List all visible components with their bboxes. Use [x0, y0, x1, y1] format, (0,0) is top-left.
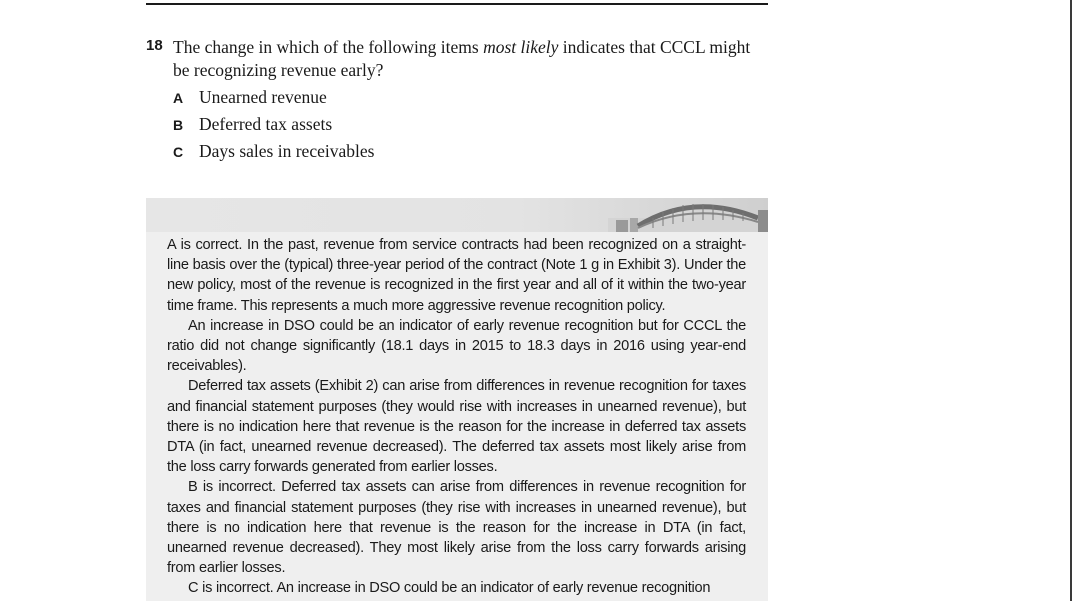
answer-paragraph: B is incorrect. Deferred tax assets can arise from differences in revenue recognition for taxes and financial statement purposes (they rise with increases in unearned revenue), but there is no indication here that revenue is the reason for the increase in DTA (in fact, unearned revenue decreased). They most likely arise from the loss carry forwards arising from earlier losses. [167, 479, 746, 577]
question-block [146, 36, 768, 167]
answer-paragraph: An increase in DSO could be an indicator of early revenue recognition but for CCCL the ratio did not change significantly (18.1 days in 2015 to 18.3 days in 2016 using year-end receivables). [167, 317, 746, 375]
top-rule [146, 3, 768, 5]
question-text [173, 36, 753, 82]
question-text-after: indicates that CCCL might be recognizing revenue early? [173, 37, 751, 80]
answer-paragraph: A is correct. In the past, revenue from service contracts had been recognized on a straight-line basis over the (typical) three-year period of the contract (Note 1 g in Exhibit 3). Under the new policy, most of the revenue is recognized in the first year and all of it within the two-year time frame. This represents a much more aggressive revenue recognition policy. [167, 237, 746, 314]
answer-paragraph: C is incorrect. An increase in DSO could be an indicator of early revenue recognition [188, 580, 711, 597]
answer-explanation [167, 235, 746, 599]
option-a[interactable] [173, 86, 768, 113]
option-c[interactable] [173, 140, 768, 167]
harbour-bridge-image [608, 198, 768, 232]
question-text-before: The change in which of the following items [173, 37, 484, 57]
option-text: Deferred tax assets [199, 114, 333, 134]
option-letter: C [173, 144, 184, 160]
option-letter: B [173, 117, 184, 133]
answer-paragraph: Deferred tax assets (Exhibit 2) can arise from differences in revenue recognition for taxes and financial statement purposes (they would rise with increases in unearned revenue), but there is no indication here that revenue is the reason for the increase in deferred tax assets DTA (in fact, unearned revenue decreased). The deferred tax assets most likely arise from the loss carry forwards generated from earlier losses. [167, 378, 746, 476]
answer-box-header [146, 198, 768, 232]
question-number: 18 [146, 37, 163, 54]
option-text: Days sales in receivables [199, 141, 375, 161]
question-stem [146, 36, 768, 82]
option-list [173, 86, 768, 167]
question-emphasis: most likely [483, 37, 559, 57]
answer-box [146, 198, 768, 601]
option-b[interactable] [173, 113, 768, 140]
option-text: Unearned revenue [199, 87, 327, 107]
option-letter: A [173, 90, 184, 106]
